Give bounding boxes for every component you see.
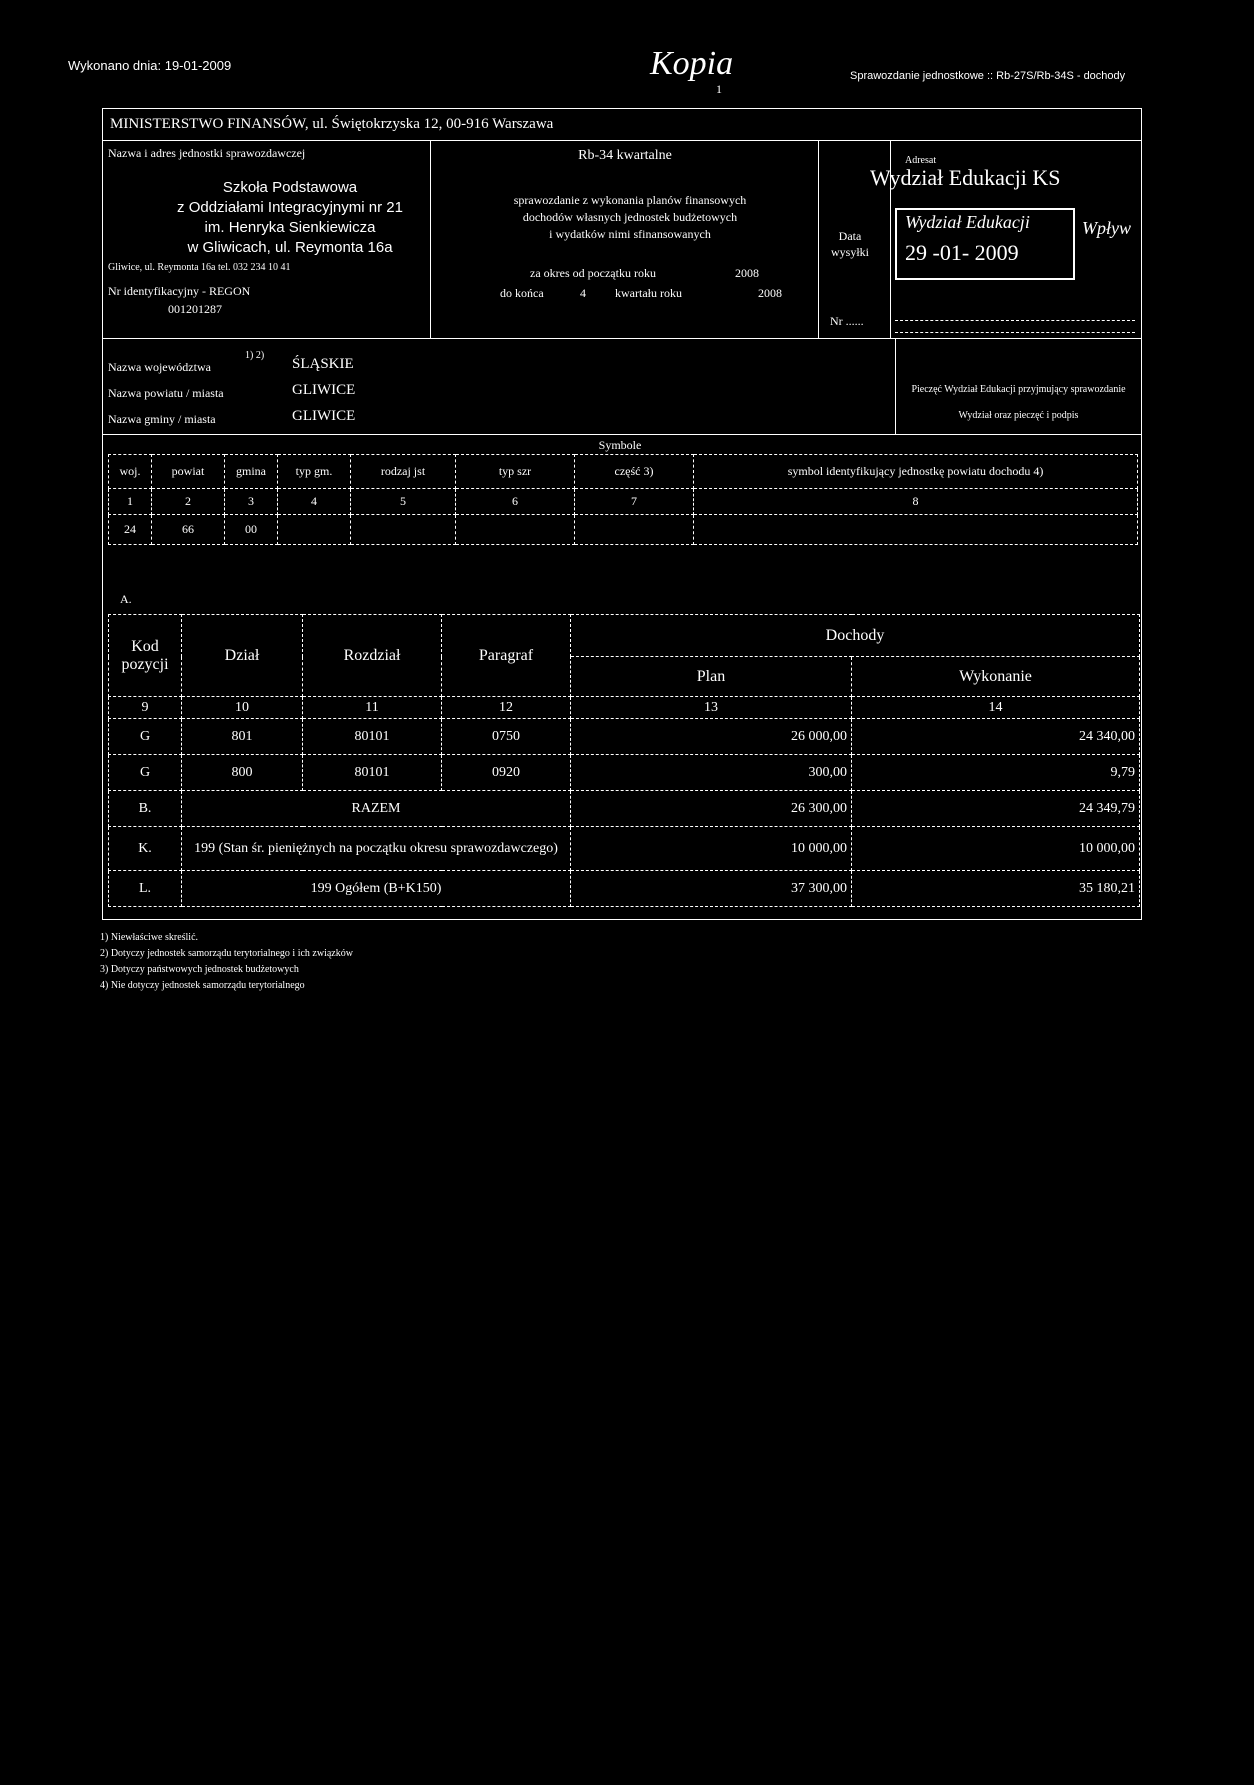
symbol-value: 24 (109, 515, 152, 545)
county-value: GLIWICE (292, 382, 356, 398)
unit-name-line: im. Henryka Sienkiewicza (204, 219, 376, 236)
symbol-number: 3 (225, 489, 278, 515)
col-number: 14 (852, 697, 1140, 719)
unit-name-line: z Oddziałami Integracyjnymi nr 21 (177, 199, 403, 216)
revenue-table (108, 614, 1140, 907)
cell-plan: 26 000,00 (571, 719, 852, 755)
period-from-label: za okres od początku roku (530, 266, 656, 280)
cell-dzial: 801 (182, 719, 303, 755)
cell-wykonanie: 9,79 (852, 755, 1140, 791)
symbol-value: 00 (225, 515, 278, 545)
period-mid-label: kwartału roku (615, 286, 682, 300)
symbol-number: 7 (575, 489, 694, 515)
cell-wykonanie: 24 340,00 (852, 719, 1140, 755)
symbol-header: powiat (152, 455, 225, 489)
header-dochody: Dochody (571, 615, 1140, 657)
cell-rozdzial: 80101 (303, 755, 442, 791)
recipient: Wydział Edukacji KS (870, 165, 1061, 190)
ministry-line: MINISTERSTWO FINANSÓW, ul. Świętokrzyska 12, 00-916 Warszawa (110, 116, 554, 132)
date-label: Data wysyłki (830, 229, 869, 259)
col-number: 9 (109, 697, 182, 719)
cell-code: K. (109, 827, 182, 871)
voivodeship-value: ŚLĄSKIE (292, 356, 354, 372)
header-code: Kod pozycji (109, 615, 182, 697)
symbol-number: 2 (152, 489, 225, 515)
symbol-value (278, 515, 351, 545)
unit-label: Nazwa i adres jednostki sprawozdawczej (108, 146, 306, 160)
report-description (440, 192, 820, 243)
stamp-date: 29 -01- 2009 (905, 240, 1019, 265)
symbol-value (694, 515, 1138, 545)
cell-code: G (109, 755, 182, 791)
symbol-header: symbol identyfikujący jednostkę powiatu dochodu 4) (694, 455, 1138, 489)
report-desc-line: sprawozdanie z wykonania planów finansowych (513, 193, 747, 207)
header-rozdzial: Rozdział (303, 615, 442, 697)
report-desc-line: i wydatków nimi sfinansowanych (549, 227, 711, 241)
unit-phone: Gliwice, ul. Reymonta 16a tel. 032 234 10 41 (108, 262, 291, 273)
symbols-title: Symbole (598, 438, 642, 452)
symbol-header: typ gm. (278, 455, 351, 489)
printed-date: Wykonano dnia: 19-01-2009 (68, 58, 232, 73)
symbol-number: 5 (351, 489, 456, 515)
cell-code: B. (109, 791, 182, 827)
recipient-label: Adresat (905, 155, 937, 166)
symbol-header: woj. (109, 455, 152, 489)
footnote: 2) Dotyczy jednostek samorządu terytorialnego i ich związków (100, 948, 353, 959)
county-label: Nazwa powiatu / miasta (108, 386, 224, 400)
unit-name-line: w Gliwicach, ul. Reymonta 16a (187, 239, 393, 256)
period-year: 2008 (735, 266, 759, 280)
footnote: 4) Nie dotyczy jednostek samorządu terytorialnego (100, 980, 305, 991)
commune-label: Nazwa gminy / miasta (108, 412, 216, 426)
cell-dzial: 800 (182, 755, 303, 791)
unit-name (150, 178, 430, 258)
cell-rozdzial: 80101 (303, 719, 442, 755)
period-to-label: do końca (500, 286, 544, 300)
cell-label: RAZEM (182, 791, 571, 827)
cell-plan: 10 000,00 (571, 827, 852, 871)
cell-plan: 26 300,00 (571, 791, 852, 827)
table-row (109, 755, 1140, 791)
symbol-value (456, 515, 575, 545)
col-number: 10 (182, 697, 303, 719)
symbol-number: 1 (109, 489, 152, 515)
cell-label: 199 Ogółem (B+K150) (182, 871, 571, 907)
period-year2: 2008 (758, 286, 782, 300)
footnotes (100, 930, 353, 994)
voivodeship-label: Nazwa województwa (108, 360, 211, 374)
symbol-number: 8 (694, 489, 1138, 515)
report-desc-line: dochodów własnych jednostek budżetowych (522, 210, 738, 224)
cell-paragraf: 0750 (442, 719, 571, 755)
admin-note1: Pieczęć Wydział Edukacji przyjmujący sprawozdanie (911, 384, 1126, 395)
k-row (109, 827, 1140, 871)
cell-paragraf: 0920 (442, 755, 571, 791)
cell-code: G (109, 719, 182, 755)
cell-plan: 37 300,00 (571, 871, 852, 907)
symbol-header: część 3) (575, 455, 694, 489)
header-plan: Plan (571, 657, 852, 697)
l-row (109, 871, 1140, 907)
table-row (109, 719, 1140, 755)
symbol-value (351, 515, 456, 545)
footnote: 1) Niewłaściwe skreślić. (100, 932, 199, 943)
cell-wykonanie: 24 349,79 (852, 791, 1140, 827)
stamp-extra: Wpływ (1082, 218, 1131, 238)
header-paragraf: Paragraf (442, 615, 571, 697)
symbol-value (575, 515, 694, 545)
symbol-header: typ szr (456, 455, 575, 489)
period-quarter: 4 (580, 286, 586, 300)
admin-note2: Wydział oraz pieczęć i podpis (958, 410, 1079, 421)
unit-name-line: Szkoła Podstawowa (222, 179, 358, 196)
regon-value: 001201287 (168, 302, 222, 316)
commune-value: GLIWICE (292, 408, 356, 424)
signature: Kopia (650, 45, 734, 82)
regon-label: Nr identyfikacyjny - REGON (108, 284, 251, 298)
symbol-header: gmina (225, 455, 278, 489)
symbol-number: 4 (278, 489, 351, 515)
symbols-table (108, 454, 1138, 545)
symbol-number: 6 (456, 489, 575, 515)
nr-label: Nr ...... (830, 314, 864, 328)
header-dzial: Dział (182, 615, 303, 697)
cell-wykonanie: 10 000,00 (852, 827, 1140, 871)
col-number: 11 (303, 697, 442, 719)
cell-plan: 300,00 (571, 755, 852, 791)
cell-wykonanie: 35 180,21 (852, 871, 1140, 907)
stamp-top: Wydział Edukacji (905, 212, 1030, 232)
col-number: 13 (571, 697, 852, 719)
sum-row (109, 791, 1140, 827)
cell-label: 199 (Stan śr. pieniężnych na początku okresu sprawozdawczego) (182, 827, 571, 871)
symbol-value: 66 (152, 515, 225, 545)
page-mark: 1 (716, 82, 722, 96)
report-title: Rb-34 kwartalne (578, 148, 672, 163)
section-label: A. (120, 592, 132, 606)
right-note: Sprawozdanie jednostkowe :: Rb-27S/Rb-34S - dochody (850, 70, 1126, 82)
cell-code: L. (109, 871, 182, 907)
header-wykonanie: Wykonanie (852, 657, 1140, 697)
symbol-header: rodzaj jst (351, 455, 456, 489)
footnote: 3) Dotyczy państwowych jednostek budżetowych (100, 964, 299, 975)
col-number: 12 (442, 697, 571, 719)
footnote-ref: 1) 2) (245, 350, 265, 361)
